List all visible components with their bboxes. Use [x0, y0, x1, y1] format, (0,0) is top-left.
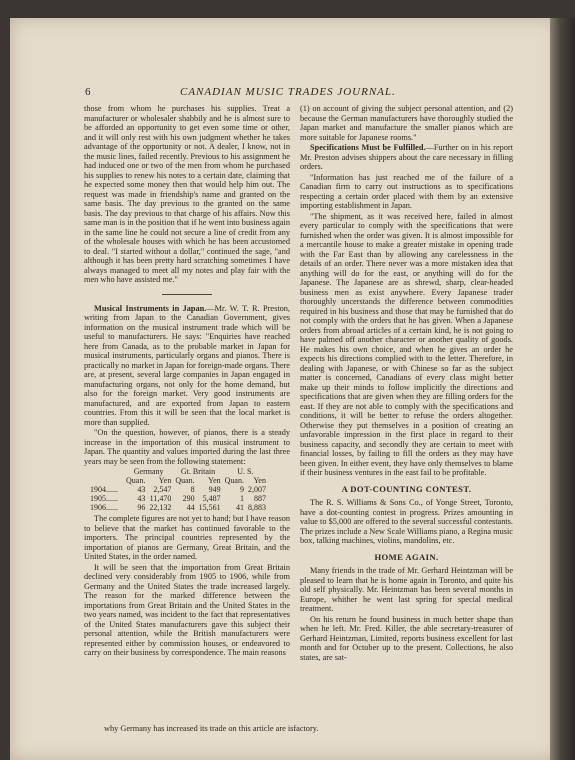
table-year: 1906...... — [90, 503, 118, 512]
table-cell: 43 — [137, 494, 146, 503]
table-cell: 8 — [190, 485, 195, 494]
article-paragraph — [84, 304, 290, 428]
paragraph-text: —Further on in his report Mr. Preston advises shippers about the care necessary in filling orders. — [300, 143, 513, 171]
article-paragraph: "The shipment, as it was received here, failed in almost every particular to comply with the specifications that were furnished when the order was given. It is almost impossible for a mercantile house to make a greater mistake in opening trade with the Far East than by allowing any carelessness in the details of an order. There never was a more mistaken idea that anything will do for the east, or anything will do for the Japanese. The Japanese are as shrewd, sharp, clear-headed business men as exist anywhere. Every Japanese trader thoroughly uncerstands the difference between commodities required in his business and those that may be furnished that do not comply with the orders that he has given. When a Japanese orders from abroad articles of a certain kind, he is not going to have palmed off another character or another quality of goods. He makes his own choice, and when he gives an order he expects his directions complied with to the letter. Therefore, in dealing with Japanese, or with Chinese so far as the subject matter is concerned, Canadians of every class might better make up their minds to follow implicitly the directions and specifications that are given when they are filling orders for the east. If they are not able to comply with the specifications and conditions, it will be better to refuse the orders altogether. Otherwise they put themselves in a position of creating an unfavorable impression in the first place in regard to their business capacity, and secondly they are certain to meet with financial losses, by failing to fill the orders as they may have been given. In either event, they have only themselves to blame if their business ventures in the east fail to be profitable. — [300, 211, 513, 477]
article-paragraph: those from whom he purchases his supplies. Treat a manufacturer or wholesaler shabbily and he is almost sure to be afforded an opportunity to get even some time or other, and it will only rest with his own judgment whether he takes advantage of the opportunity or not. A dealer, I know, not in the music lines, failed recently. Previous to his assignment he had induced one or two of the men from whom he purchased his supplies to renew his notes to a certain date, claiming that he expected some money then that would help him out. The request was made in friendship's name and granted on the same basis. The day previous to the granted on the same basis. The day previous to that charge of his affairs. Now this same man is in the position that if he went into business again in the same line he could not secure a line of credit from any of the wholesale houses with which he has been accustomed to deal. "I started without a dollar," continued the sage, "and although it has been pretty hard scratching sometimes I have always managed to meet all my notes and play fair with the men who have assisted me." — [84, 104, 290, 284]
article-paragraph: It will be seen that the importation from Great Britain declined very considerably from 1905 to 1906, while from Germany and the United States the trade increased largely. The reason for the marked difference between the importations from Great Britain and the United States in the two years named, was incident to the fact that representatives of the United States manufacturers gave this subject their personal attention, while the British manufacturers were represented either by commission houses, or endeavored to carry on their business by correspondence. The main reasons — [84, 562, 290, 657]
section-heading: Musical Instruments in Japan. — [94, 303, 207, 313]
table-cell: 8,883 — [247, 503, 266, 512]
table-row — [88, 485, 268, 494]
book-binding — [550, 18, 575, 760]
table-cell: 1 — [239, 494, 244, 503]
spanning-last-line: why Germany has increased its trade on this article are isfactory. — [104, 724, 319, 733]
article-paragraph: "Information has just reached me of the failure of a Canadian firm to carry out instructions as to specifications respecting a certain order placed with them by an extensive importing establishment in Japan. — [300, 172, 513, 210]
table-cell: 44 — [186, 503, 195, 512]
page-number: 6 — [85, 86, 91, 98]
table-cell: 41 — [235, 503, 244, 512]
article-paragraph: The R. S. Williams & Sons Co., of Yonge Street, Toronto, have a dot-counting contest in progress. Prizes amounting in value to $5,000 are offered to the several successful contestants. The prizes include a New Scale Williams piano, a Regina music box, talking machines, violins, mandolins, etc. — [300, 498, 513, 545]
table-row — [88, 494, 268, 503]
table-year: 1904...... — [90, 485, 118, 494]
table-cell: 11,470 — [149, 494, 172, 503]
table-year: 1905...... — [90, 494, 118, 503]
table-subhead: Yen — [253, 476, 266, 485]
table-cell: 96 — [137, 503, 146, 512]
table-cell: 9 — [239, 485, 244, 494]
table-group-header — [88, 467, 268, 476]
article-paragraph: "On the question, however, of pianos, there is a steady increase in the importation of this musical instrument to Japan. The quantity and values imported during the last three years may be seen from the following statement: — [84, 428, 290, 466]
article-paragraph: Many friends in the trade of Mr. Gerhard Heintzman will be pleased to learn that he is home again in Toronto, and quite his old self physically. Mr. Heintzman has been several months in Europe, whither he went last spring for special medical treatment. — [300, 566, 513, 613]
journal-title: CANADIAN MUSIC TRADES JOURNAL. — [180, 86, 396, 98]
piano-import-table — [88, 467, 268, 512]
table-cell: 43 — [137, 485, 146, 494]
section-heading: Specifications Must be Fulfilled. — [310, 143, 426, 152]
table-cell: 15,561 — [198, 503, 221, 512]
article-paragraph: The complete figures are not yet to hand; but I have reason to believe that the market has continued favorable to the importers. The principal countries represented by the importation of pianos are Germany, Great Britain, and the United States, in the order named. — [84, 514, 290, 561]
table-cell: 5,487 — [202, 494, 221, 503]
section-heading: HOME AGAIN. — [374, 551, 439, 562]
article-paragraph — [300, 143, 513, 172]
table-subhead: Quan. — [126, 476, 146, 485]
table-subhead: Quan. — [224, 476, 244, 485]
table-cell: 949 — [208, 485, 221, 494]
right-column — [300, 104, 513, 663]
table-cell: 22,132 — [149, 503, 172, 512]
table-group-label: U. S. — [237, 467, 254, 476]
article-paragraph: (1) on account of giving the subject personal attention, and (2) because the German manufacturers have thoroughly studied the Japan market and manufacture the smaller pianos which are more suitable for Japanese rooms." — [300, 104, 513, 142]
table-subhead: Yen — [158, 476, 172, 485]
section-divider — [162, 294, 212, 295]
table-subhead: Quan. — [175, 476, 195, 485]
table-cell: 290 — [182, 494, 195, 503]
table-subhead: Yen — [208, 476, 221, 485]
article-paragraph: On his return he found business in much better shape than when he left. Mr. Fred. Killer, the able secretary-treasurer of Gerhard Heintzman, Limited, reports business excellent for last month and for October up to the present. Collections, he also states, are sat- — [300, 614, 513, 662]
table-cell: 887 — [253, 494, 266, 503]
table-row — [88, 503, 268, 512]
left-column — [84, 104, 290, 659]
paragraph-text: —Mr. W. T. R. Preston, writing from Japan to the Canadian Government, gives information on the musical instrument trade which will be useful to manufacturers. He says: "Enquiries have reached here from Canada, as to the probable market in Japan for musical instruments, particularly organs and pianos. There is practically no market in Japan for foreign-made organs. There are, at present, several large companies in Japan engaged in manufacturing organs, not only for the home demand, but also for the foreign market. Very good instruments are manufactured, and are exported from Japan to eastern countries. From this it will be seen that the local market is more than supplied. — [84, 303, 291, 427]
table-cell: 2,007 — [247, 485, 266, 494]
table-group-label: Gt. Britain — [180, 467, 216, 476]
table-subheader — [88, 476, 268, 485]
table-cell: 2,547 — [153, 485, 172, 494]
table-group-label: Germany — [133, 467, 164, 476]
section-heading: A DOT-COUNTING CONTEST. — [341, 483, 472, 494]
